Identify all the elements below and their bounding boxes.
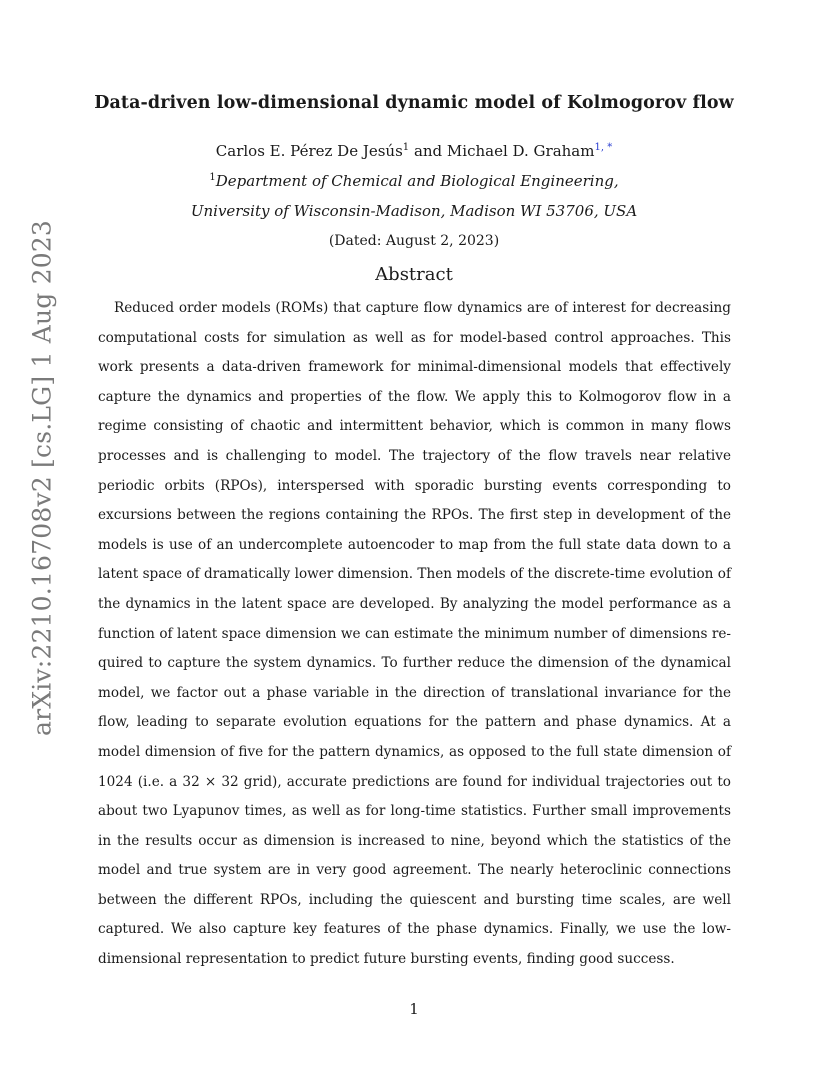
affiliation-address: University of Wisconsin-Madison, Madison WI 53706, USA [190, 202, 638, 220]
affiliation-marker: 1 [209, 172, 216, 183]
author-name: Carlos E. Pérez De Jesús [215, 142, 403, 160]
abstract-body [98, 294, 731, 975]
author-affiliation-marker: 1 [402, 142, 410, 153]
date-line: (Dated: August 2, 2023) [328, 233, 500, 249]
abstract-heading: Abstract [375, 264, 453, 285]
affiliation-line [0, 172, 828, 190]
arxiv-sidebar-stamp [27, 219, 57, 737]
author-line [0, 142, 828, 160]
abstract-paragraph: Reduced order models (ROMs) that capture flow dynamics are of interest for decreasing computational costs for simulation as well as for model-based control approaches. This work presents a data-driven framework for minimal-dimensional models that effectively capture the dynamics and properties of the flow. We apply this to Kolmogorov flow in a regime consisting of chaotic and intermittent behavior, which is common in many flows processes and is challenging to model. The trajectory of the flow travels near relative periodic orbits (RPOs), interspersed with sporadic bursting events corresponding to excursions between the regions containing the RPOs. The first step in development of the models is use of an undercomplete autoencoder to map from the full state data down to a latent space of dramatically lower dimension. Then models of the discrete-time evolution of the dynamics in the latent space are developed. By analyzing the model performance as a function of latent space dimension we can estimate the minimum number of dimensions required to capture the system dynamics. To further reduce the dimension of the dynamical model, we factor out a phase variable in the direction of translational invariance for the flow, leading to separate evolution equations for the pattern and phase dynamics. At a model dimension of five for the pattern dynamics, as opposed to the full state dimension of 1024 (i.e. a 32 × 32 grid), accurate predictions are found for individual trajectories out to about two Lyapunov times, as well as for long-time statistics. Further small improvements in the results occur as dimension is increased to nine, beyond which the statistics of the model and true system are in very good agreement. The nearly heteroclinic connections between the different RPOs, including the quiescent and bursting time scales, are well captured. We also capture key features of the phase dynamics. Finally, we use the low-dimensional representation to predict future bursting events, finding good success. [98, 300, 731, 968]
corresponding-author-marker[interactable]: 1, * [594, 142, 613, 153]
author-name: Michael D. Graham [446, 142, 595, 160]
arxiv-identifier: arXiv:2210.16708v2 [cs.LG] 1 Aug 2023 [27, 219, 57, 737]
affiliation-department: Department of Chemical and Biological Engineering, [215, 172, 619, 190]
page-number: 1 [409, 1000, 419, 1018]
author-conjunction: and [409, 142, 447, 160]
paper-title: Data-driven low-dimensional dynamic model of Kolmogorov flow [94, 93, 734, 113]
